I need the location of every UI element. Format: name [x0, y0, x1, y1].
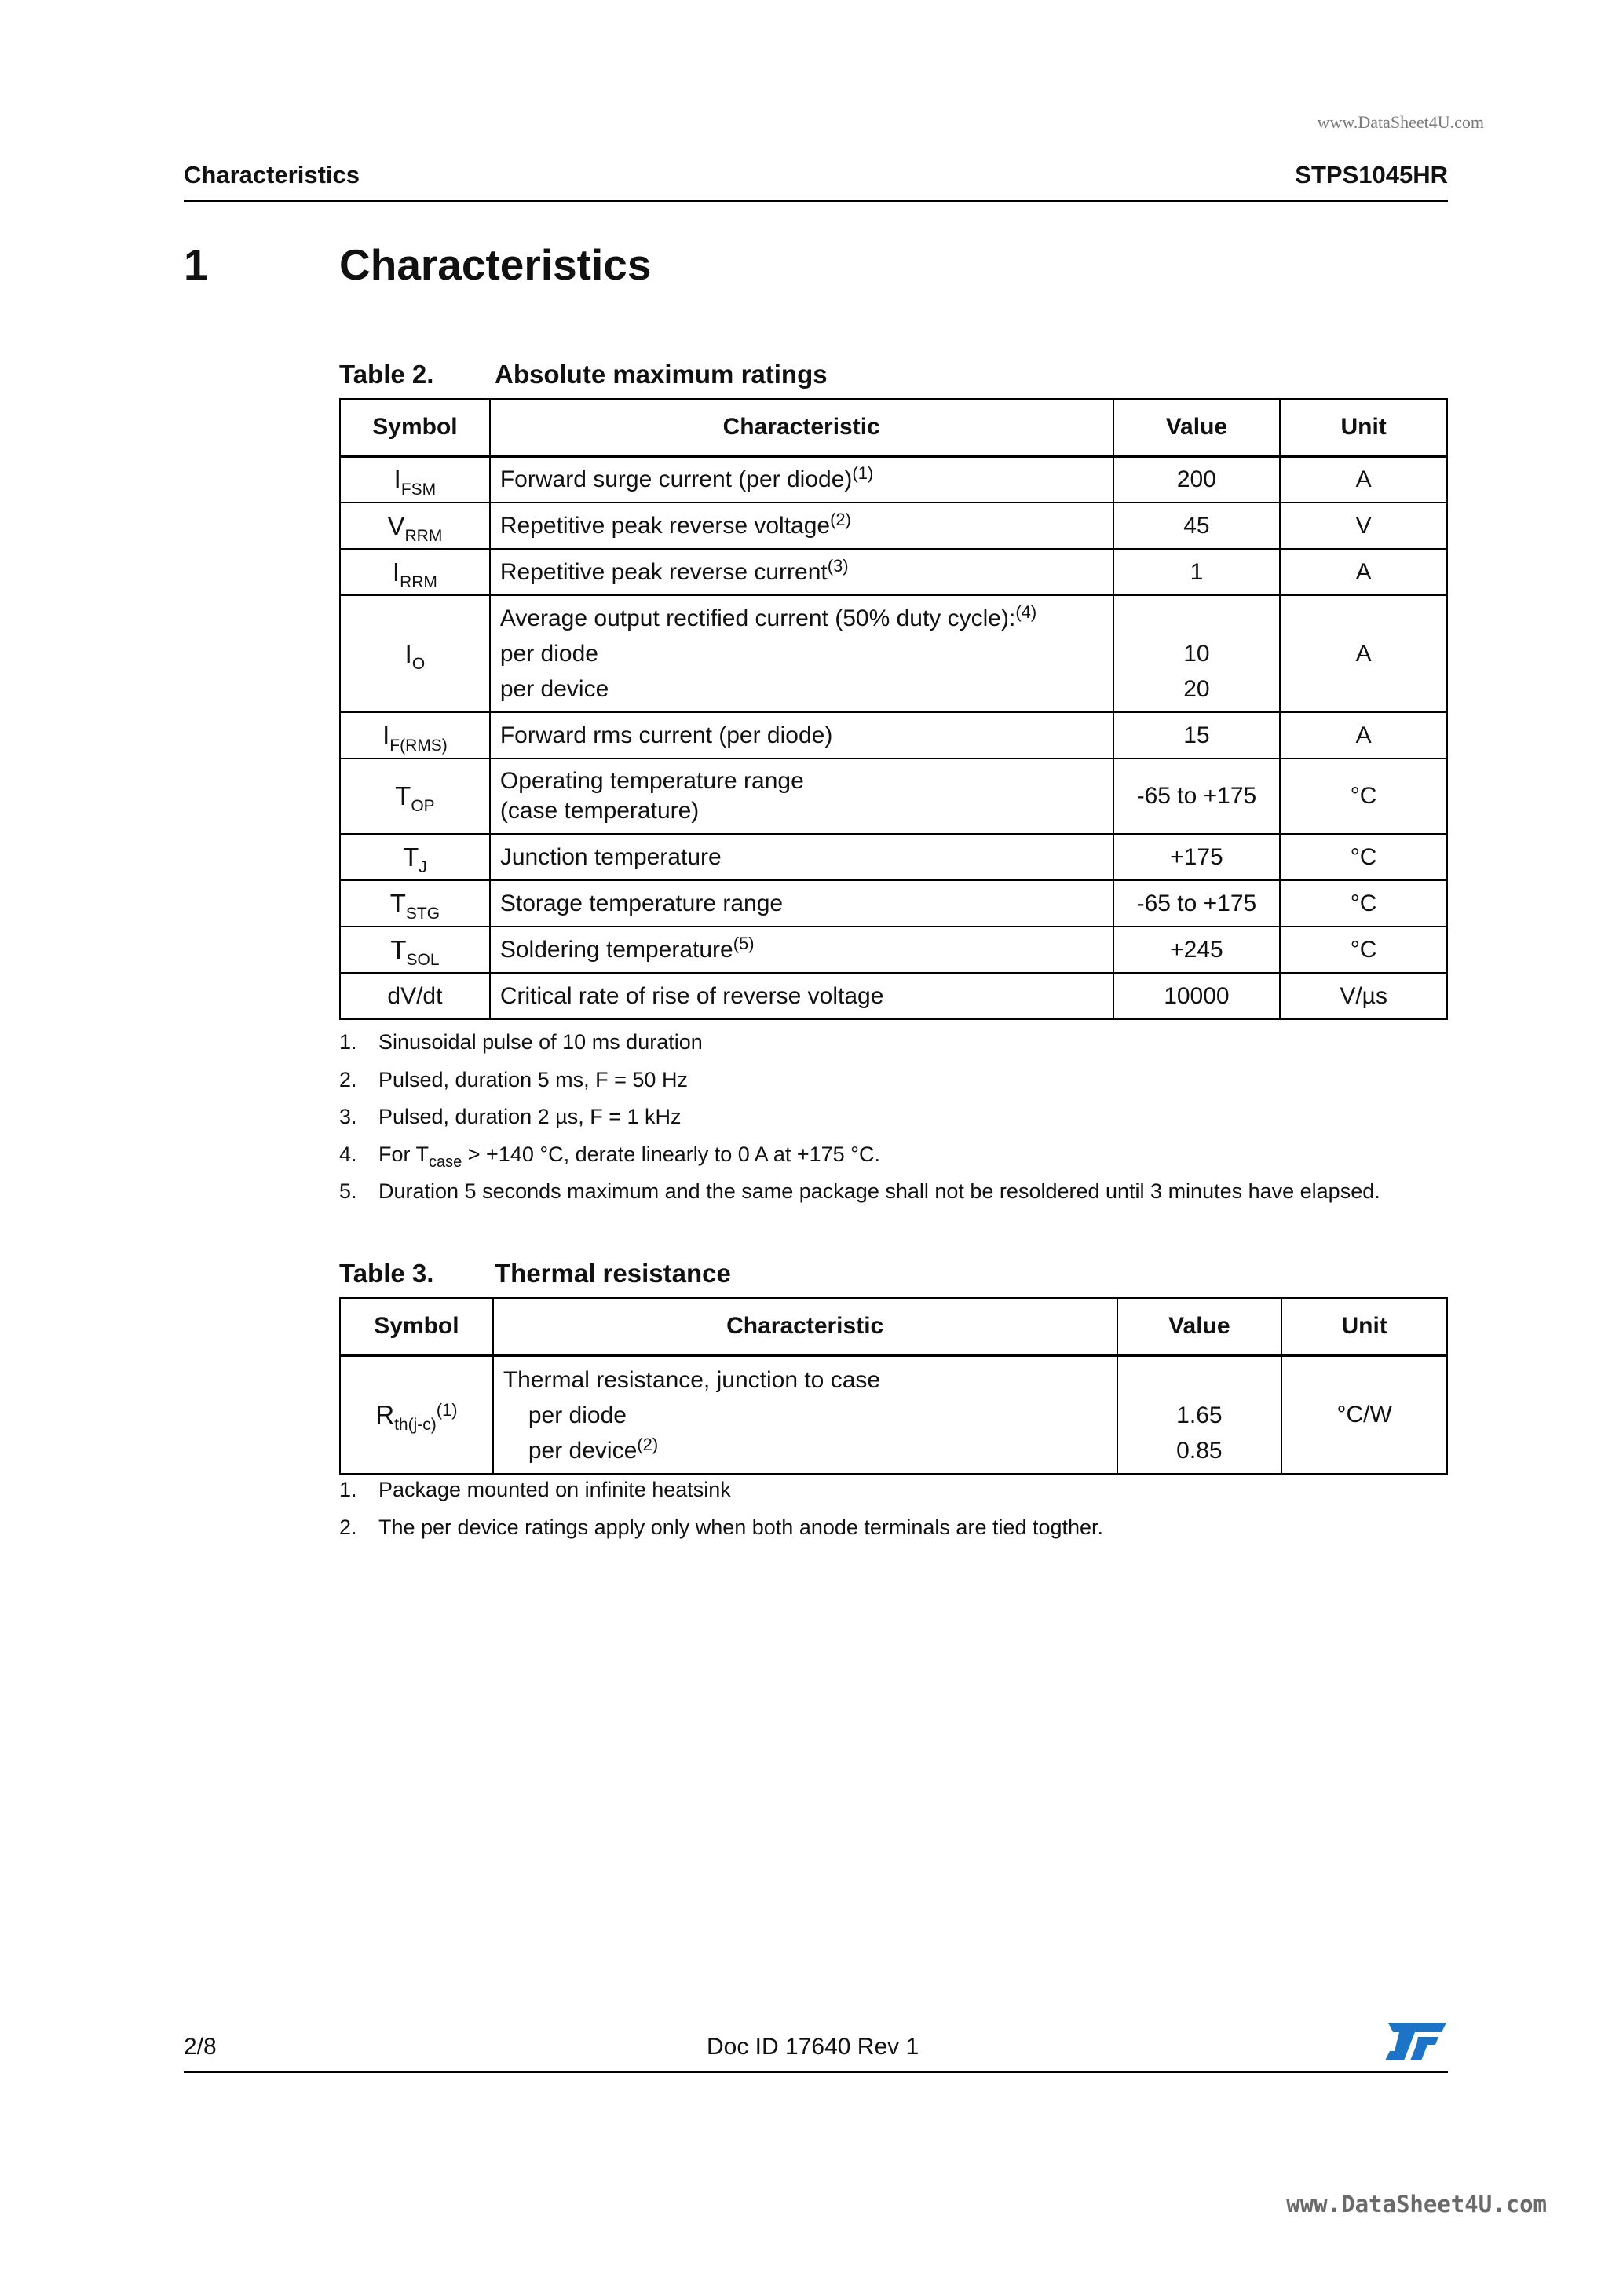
symbol-cell: $R_{th(j-c)}^{(1)}$	[340, 1355, 493, 1474]
table-row	[340, 712, 1447, 759]
symbol-cell: $T_{OP}$	[340, 759, 490, 834]
table-row	[340, 834, 1447, 880]
characteristic-cell: Critical rate of rise of reverse voltage	[490, 973, 1113, 1019]
unit-cell: A	[1280, 595, 1447, 712]
footnote: 3. Pulsed, duration 2 µs, F = 1 kHz	[339, 1105, 682, 1128]
st-logo	[1380, 2020, 1448, 2064]
value-cell: 15	[1113, 712, 1281, 759]
column-header: Symbol	[340, 399, 490, 456]
table-row	[340, 549, 1447, 595]
characteristic-cell: Forward surge current (per diode)$^{(1)}$	[490, 456, 1113, 503]
unit-cell: A	[1280, 712, 1447, 759]
unit-cell: °C/W	[1281, 1355, 1447, 1474]
running-header-section: Characteristics	[184, 161, 360, 188]
thermal-resistance-table	[339, 1297, 1448, 1475]
footnote: 2. Pulsed, duration 5 ms, F = 50 Hz	[339, 1067, 688, 1091]
unit-cell: V	[1280, 503, 1447, 549]
characteristic-cell: Repetitive peak reverse current$^{(3)}$	[490, 549, 1113, 595]
table-row	[340, 759, 1447, 834]
column-header: Value	[1113, 399, 1281, 456]
table-row	[340, 880, 1447, 927]
table-row	[340, 1355, 1447, 1474]
value-cell: 1	[1113, 549, 1281, 595]
table-row	[340, 456, 1447, 503]
unit-cell: °C	[1280, 834, 1447, 880]
table2-caption	[339, 360, 828, 389]
table-row	[340, 595, 1447, 712]
section-number: 1	[184, 240, 208, 289]
table2-caption-number: Table 2.	[339, 360, 434, 389]
footnote: 4. For $T_{case} > +140$ °C, derate linearly to 0 A at +175 °C.	[339, 1142, 880, 1171]
characteristic-cell: Soldering temperature$^{(5)}$	[490, 927, 1113, 973]
symbol-cell: $T_{SOL}$	[340, 927, 490, 973]
unit-cell: A	[1280, 456, 1447, 503]
table3-notes	[339, 1478, 1103, 1552]
table2-notes	[339, 1030, 1380, 1217]
table3-caption	[339, 1259, 731, 1289]
value-cell: 45	[1113, 503, 1281, 549]
value-cell: 200	[1113, 456, 1281, 503]
symbol-cell: $I_{FSM}$	[340, 456, 490, 503]
table3-caption-number: Table 3.	[339, 1259, 434, 1288]
column-header: Characteristic	[490, 399, 1113, 456]
characteristic-cell: Forward rms current (per diode)	[490, 712, 1113, 759]
value-cell: 10 20	[1113, 595, 1281, 712]
value-cell: -65 to +175	[1113, 880, 1281, 927]
characteristic-cell: Storage temperature range	[490, 880, 1113, 927]
characteristic-cell: Average output rectified current (50% duty cycle):$^{(4)}$ per diode per device	[490, 595, 1113, 712]
watermark-top: www.DataSheet4U.com	[1317, 112, 1484, 132]
characteristic-cell: Operating temperature range (case temperature)	[490, 759, 1113, 834]
footnote: 2. The per device ratings apply only when both anode terminals are tied togther.	[339, 1515, 1104, 1539]
unit-cell: A	[1280, 549, 1447, 595]
column-header: Unit	[1280, 399, 1447, 456]
footnote: 1. Sinusoidal pulse of 10 ms duration	[339, 1030, 703, 1054]
value-cell: 1.65 0.85	[1117, 1355, 1282, 1474]
running-header-part-number: STPS1045HR	[1295, 161, 1448, 188]
characteristic-cell: Repetitive peak reverse voltage$^{(2)}$	[490, 503, 1113, 549]
unit-cell: °C	[1280, 759, 1447, 834]
absolute-maximum-ratings-table	[339, 398, 1448, 1020]
column-header: Characteristic	[493, 1298, 1117, 1355]
symbol-cell: $T_J$	[340, 834, 490, 880]
table-row	[340, 973, 1447, 1019]
value-cell: -65 to +175	[1113, 759, 1281, 834]
section-title: Characteristics	[339, 240, 652, 289]
value-cell: +245	[1113, 927, 1281, 973]
column-header: Unit	[1281, 1298, 1447, 1355]
unit-cell: °C	[1280, 880, 1447, 927]
symbol-cell: dV/dt	[340, 973, 490, 1019]
value-cell: 10000	[1113, 973, 1281, 1019]
table2-caption-title: Absolute maximum ratings	[495, 360, 828, 389]
footnote: 1. Package mounted on infinite heatsink	[339, 1478, 731, 1501]
table-row	[340, 503, 1447, 549]
footnote: 5. Duration 5 seconds maximum and the same package shall not be resoldered until 3 minutes have elapsed.	[339, 1179, 1380, 1203]
unit-cell: °C	[1280, 927, 1447, 973]
table3-caption-title: Thermal resistance	[495, 1259, 731, 1288]
document-id: Doc ID 17640 Rev 1	[707, 2034, 919, 2060]
symbol-cell: $T_{STG}$	[340, 880, 490, 927]
symbol-cell: $I_{RRM}$	[340, 549, 490, 595]
symbol-cell: $V_{RRM}$	[340, 503, 490, 549]
symbol-cell: $I_{F(RMS)}$	[340, 712, 490, 759]
unit-cell: V/µs	[1280, 973, 1447, 1019]
column-header: Symbol	[340, 1298, 493, 1355]
characteristic-cell: Thermal resistance, junction to case per diode per device$^{(2)}$	[493, 1355, 1117, 1474]
footer-rule	[184, 2071, 1448, 2073]
page-number: 2/8	[184, 2034, 217, 2060]
header-rule	[184, 200, 1448, 202]
symbol-cell: $I_O$	[340, 595, 490, 712]
table-row	[340, 927, 1447, 973]
watermark-bottom: www.DataSheet4U.com	[1286, 2191, 1547, 2217]
value-cell: +175	[1113, 834, 1281, 880]
column-header: Value	[1117, 1298, 1282, 1355]
characteristic-cell: Junction temperature	[490, 834, 1113, 880]
